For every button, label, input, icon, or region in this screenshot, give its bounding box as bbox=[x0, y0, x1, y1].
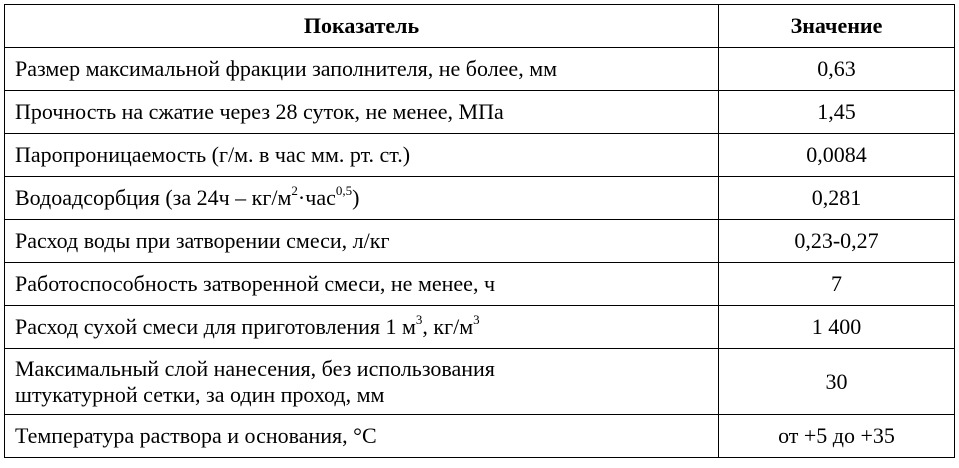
properties-table bbox=[4, 4, 955, 458]
parameter-cell: Температура раствора и основания, °С bbox=[5, 415, 719, 458]
parameter-cell: Расход воды при затворении смеси, л/кг bbox=[5, 220, 719, 263]
parameter-cell bbox=[5, 306, 719, 349]
table-row bbox=[5, 91, 955, 134]
parameter-line: Максимальный слой нанесения, без использования bbox=[15, 355, 495, 381]
value-cell: от +5 до +35 bbox=[719, 415, 955, 458]
table-row bbox=[5, 220, 955, 263]
parameter-cell: Паропроницаемость (г/м. в час мм. рт. ст.) bbox=[5, 134, 719, 177]
superscript: 3 bbox=[415, 311, 423, 327]
parameter-cell: Размер максимальной фракции заполнителя, не более, мм bbox=[5, 48, 719, 91]
parameter-text: , кг/м bbox=[422, 314, 474, 339]
parameter-text: ·час bbox=[297, 185, 336, 210]
table-row bbox=[5, 349, 955, 415]
value-cell: 1,45 bbox=[719, 91, 955, 134]
superscript: 2 bbox=[291, 182, 298, 198]
superscript: 0,5 bbox=[335, 182, 353, 198]
value-cell: 0,63 bbox=[719, 48, 955, 91]
parameter-text: Водоадсорбция (за 24ч – кг/м bbox=[15, 185, 292, 210]
value-cell: 0,23-0,27 bbox=[719, 220, 955, 263]
value-cell: 1 400 bbox=[719, 306, 955, 349]
table-row bbox=[5, 134, 955, 177]
parameter-cell: Прочность на сжатие через 28 суток, не менее, МПа bbox=[5, 91, 719, 134]
column-header-value: Значение bbox=[719, 5, 955, 48]
table-row bbox=[5, 415, 955, 458]
table-row bbox=[5, 263, 955, 306]
value-cell: 0,281 bbox=[719, 177, 955, 220]
parameter-line: штукатурной сетки, за один проход, мм bbox=[15, 381, 385, 407]
table-row bbox=[5, 306, 955, 349]
parameter-text: Расход сухой смеси для приготовления 1 м bbox=[15, 314, 416, 339]
superscript: 3 bbox=[473, 311, 480, 327]
table-row bbox=[5, 48, 955, 91]
value-cell: 0,0084 bbox=[719, 134, 955, 177]
parameter-cell: Работоспособность затворенной смеси, не менее, ч bbox=[5, 263, 719, 306]
table-row bbox=[5, 177, 955, 220]
parameter-text: ) bbox=[352, 185, 360, 210]
table-header-row bbox=[5, 5, 955, 48]
parameter-cell bbox=[5, 177, 719, 220]
parameter-cell bbox=[5, 349, 719, 415]
value-cell: 30 bbox=[719, 349, 955, 415]
value-cell: 7 bbox=[719, 263, 955, 306]
column-header-parameter: Показатель bbox=[5, 5, 719, 48]
